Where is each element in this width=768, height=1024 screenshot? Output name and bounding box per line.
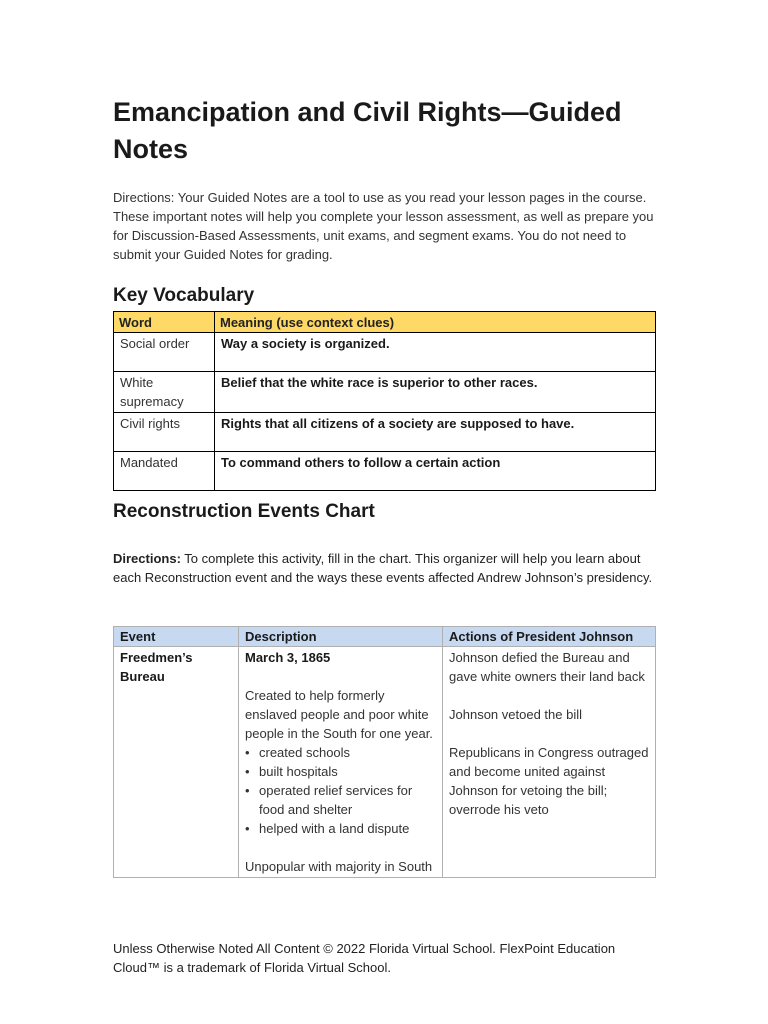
- table-row: [114, 372, 656, 413]
- vocab-meaning: Belief that the white race is superior to other races.: [215, 372, 656, 413]
- list-item: • built hospitals: [245, 762, 436, 781]
- column-header-meaning: Meaning (use context clues): [215, 312, 656, 333]
- events-header-row: [114, 627, 656, 647]
- column-header-actions: Actions of President Johnson: [443, 627, 656, 647]
- description-intro: Created to help formerly enslaved people and poor white people in the South for one year.: [245, 688, 433, 741]
- event-date: March 3, 1865: [245, 650, 331, 665]
- directions-label: Directions:: [113, 551, 181, 566]
- vocab-meaning: To command others to follow a certain action: [215, 452, 656, 491]
- vocab-word: Mandated: [114, 452, 215, 491]
- chart-directions: [113, 549, 656, 587]
- table-row: [114, 413, 656, 452]
- vocabulary-table: [113, 311, 656, 491]
- vocab-word: Civil rights: [114, 413, 215, 452]
- vocab-word: Social order: [114, 333, 215, 372]
- action-item: Johnson vetoed the bill: [449, 707, 582, 722]
- list-item: • operated relief services for food and shelter: [245, 781, 436, 819]
- vocab-meaning: Rights that all citizens of a society are supposed to have.: [215, 413, 656, 452]
- vocab-meaning: Way a society is organized.: [215, 333, 656, 372]
- column-header-event: Event: [114, 627, 239, 647]
- table-row: [114, 333, 656, 372]
- directions-paragraph: Directions: Your Guided Notes are a tool to use as you read your lesson pages in the course. These important notes will help you complete your lesson assessment, as well as prepare you for Discussion-Based Assessments, unit exams, and segment exams. You do not need to submit your Guided Notes for grading.: [113, 190, 654, 262]
- action-item: Johnson defied the Bureau and gave white owners their land back: [449, 650, 645, 684]
- description-outro: Unpopular with majority in South: [245, 859, 433, 874]
- copyright-footer: Unless Otherwise Noted All Content © 2022 Florida Virtual School. FlexPoint Education Cloud™ is a trademark of Florida Virtual School.: [113, 941, 616, 975]
- reconstruction-chart-heading: Reconstruction Events Chart: [113, 501, 375, 522]
- key-vocabulary-heading: Key Vocabulary: [113, 285, 255, 306]
- directions-text: To complete this activity, fill in the chart. This organizer will help you learn about each Reconstruction event and the ways these events affected Andrew Johnson’s presidency.: [113, 551, 653, 585]
- table-row: [114, 647, 656, 878]
- reconstruction-events-table: [113, 626, 656, 878]
- page-title: Emancipation and Civil Rights—Guided Notes: [113, 97, 622, 164]
- action-item: Republicans in Congress outraged and become united against Johnson for vetoing the bill; overrode his veto: [449, 745, 649, 817]
- list-item: • created schools: [245, 743, 436, 762]
- vocabulary-header-row: [114, 312, 656, 333]
- vocab-word: White supremacy: [114, 372, 215, 413]
- column-header-word: Word: [114, 312, 215, 333]
- table-row: [114, 452, 656, 491]
- column-header-description: Description: [239, 627, 443, 647]
- description-bullet-list: [245, 743, 436, 838]
- event-name: Freedmen’s Bureau: [114, 647, 239, 878]
- list-item: • helped with a land dispute: [245, 819, 436, 838]
- event-description: [239, 647, 443, 878]
- president-actions: [443, 647, 656, 878]
